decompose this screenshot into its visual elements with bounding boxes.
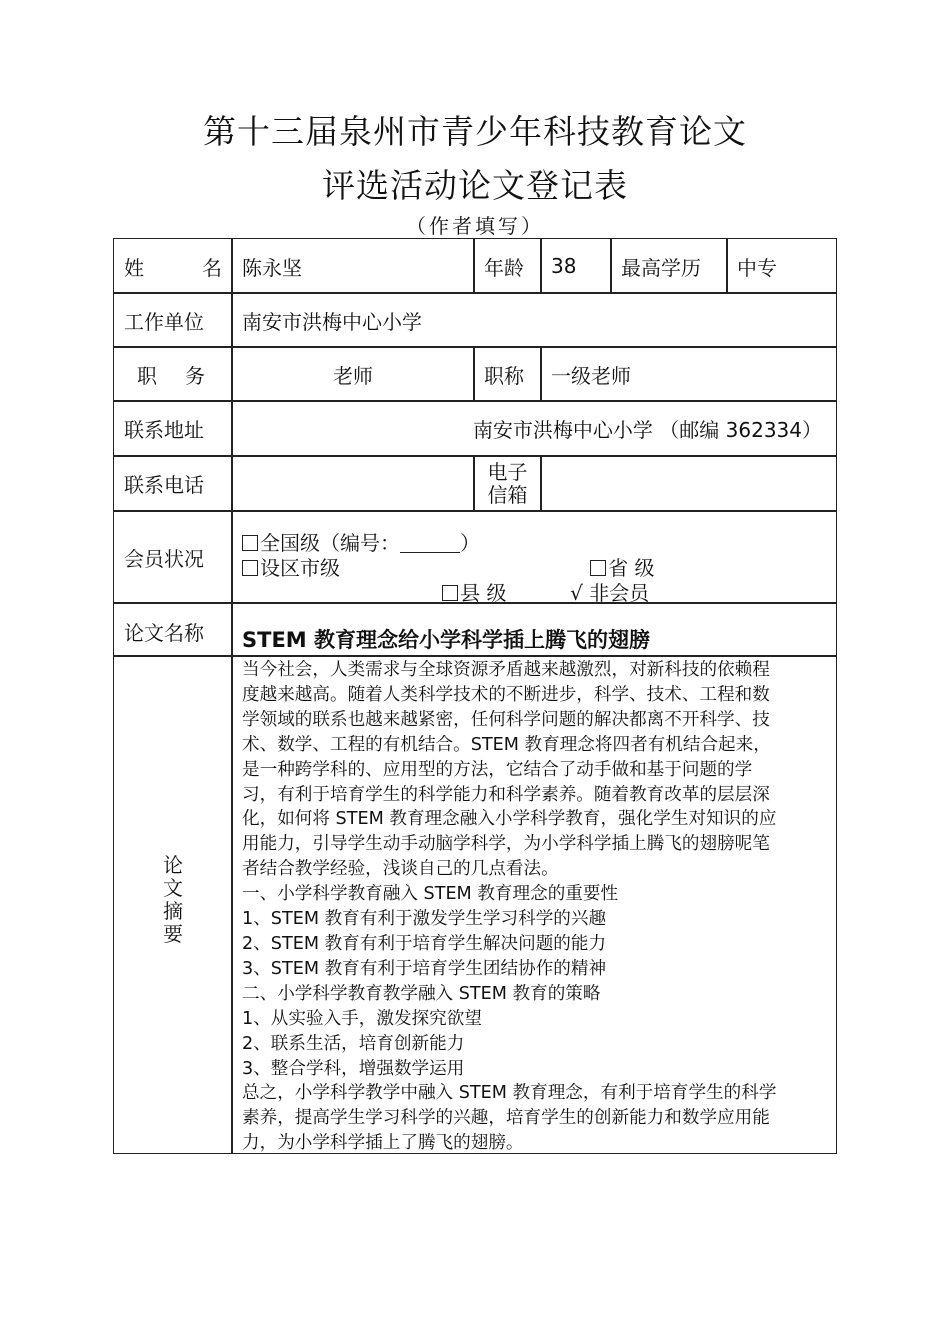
phone-field[interactable]: [231, 455, 475, 512]
abstract-line: 用能力，引导学生动手动脑学科学，为小学科学插上腾飞的翅膀呢笔: [242, 834, 770, 855]
paper-title-label: 论文名称: [113, 602, 233, 657]
position-value: 老师: [333, 363, 373, 388]
education-field[interactable]: [726, 238, 837, 294]
job-title-label: 职称: [473, 346, 542, 402]
abstract-label-char: 要: [163, 921, 183, 946]
member-status-options: [231, 510, 837, 604]
abstract-label-char: 摘: [163, 898, 183, 923]
abstract-line: 二、小学科学教育教学融入 STEM 教育的策略: [242, 983, 601, 1004]
abstract-label-char: 论: [163, 852, 183, 877]
abstract-line: 素养，提高学生学习科学的兴趣，培育学生的创新能力和数学应用能: [242, 1108, 770, 1129]
position-label: 职 务: [113, 346, 233, 402]
member-province-label: 省 级: [608, 556, 655, 580]
job-title-value: 一级老师: [551, 363, 631, 388]
member-non-label: 非会员: [589, 581, 650, 605]
paper-title-field[interactable]: [231, 602, 837, 657]
address-value: 南安市洪梅中心小学 （邮编 362334）: [472, 418, 822, 442]
checkbox-national[interactable]: [242, 531, 260, 555]
checkbox-city[interactable]: [242, 556, 260, 580]
name-field[interactable]: [231, 238, 475, 294]
member-number-blank[interactable]: [400, 552, 460, 553]
abstract-line: 2、联系生活，培育创新能力: [242, 1033, 465, 1054]
abstract-line: 总之，小学科学教学中融入 STEM 教育理念，有利于培育学生的科学: [242, 1083, 777, 1104]
age-label: 年龄: [473, 238, 542, 294]
abstract-line: 者结合教学经验，浅谈自己的几点看法。: [242, 859, 559, 880]
abstract-line: 3、整合学科，增强数学运用: [242, 1058, 465, 1079]
unit-field[interactable]: [231, 292, 837, 348]
paper-title-value: STEM 教育理念给小学科学插上腾飞的翅膀: [242, 628, 651, 652]
member-national-close: ）: [460, 531, 480, 555]
education-label: 最高学历: [610, 238, 728, 294]
education-value: 中专: [737, 255, 777, 280]
age-field[interactable]: [540, 238, 612, 294]
name-label: 姓 名: [113, 238, 233, 294]
abstract-line: 2、STEM 教育有利于培育学生解决问题的能力: [242, 933, 607, 954]
email-label: 电子 信箱: [473, 455, 542, 512]
abstract-line: 3、STEM 教育有利于培育学生团结协作的精神: [242, 958, 607, 979]
email-field[interactable]: [540, 455, 837, 512]
member-city-label: 设区市级: [260, 556, 340, 580]
unit-value: 南安市洪梅中心小学: [242, 309, 422, 334]
address-field[interactable]: [231, 400, 837, 457]
abstract-line: 术、数学、工程的有机结合。STEM 教育理念将四者有机结合起来，: [242, 734, 771, 755]
job-title-field[interactable]: [540, 346, 837, 402]
member-national-label: 全国级（编号：: [260, 531, 400, 555]
abstract-line: 1、STEM 教育有利于激发学生学习科学的兴趣: [242, 909, 607, 930]
abstract-line: 化，如何将 STEM 教育理念融入小学科学教育，强化学生对知识的应: [242, 809, 777, 830]
member-label: 会员状况: [113, 510, 233, 604]
abstract-line: 度越来越高。随着人类科学技术的不断进步，科学、技术、工程和数: [242, 684, 770, 705]
age-value: 38: [551, 254, 577, 278]
address-label: 联系地址: [113, 400, 233, 457]
member-county-label: 县 级: [460, 581, 507, 605]
phone-label: 联系电话: [113, 455, 233, 512]
abstract-line: 习，有利于培育学生的科学能力和科学素养。随着教育改革的层层深: [242, 784, 770, 805]
form-title-line-2: 评选活动论文登记表: [322, 166, 628, 205]
check-mark-icon[interactable]: √: [570, 581, 583, 605]
abstract-field[interactable]: [231, 655, 837, 1154]
abstract-label-char: 文: [163, 875, 183, 900]
unit-label: 工作单位: [113, 292, 233, 348]
abstract-line: 力，为小学科学插上了腾飞的翅膀。: [242, 1133, 524, 1154]
abstract-line: 一、小学科学教育融入 STEM 教育理念的重要性: [242, 884, 619, 905]
abstract-label: [113, 655, 233, 1154]
abstract-line: 学领域的联系也越来越紧密，任何科学问题的解决都离不开科学、技: [242, 709, 770, 730]
name-value: 陈永坚: [242, 255, 302, 280]
position-field[interactable]: [231, 346, 475, 402]
form-title-line-1: 第十三届泉州市青少年科技教育论文: [203, 112, 747, 151]
abstract-line: 是一种跨学科的、应用型的方法，它结合了动手做和基于问题的学: [242, 759, 753, 780]
abstract-line: 1、从实验入手，激发探究欲望: [242, 1008, 482, 1029]
form-subtitle: （作者填写）: [406, 214, 544, 238]
abstract-line: 当今社会，人类需求与全球资源矛盾越来越激烈，对新科技的依赖程: [242, 660, 770, 680]
